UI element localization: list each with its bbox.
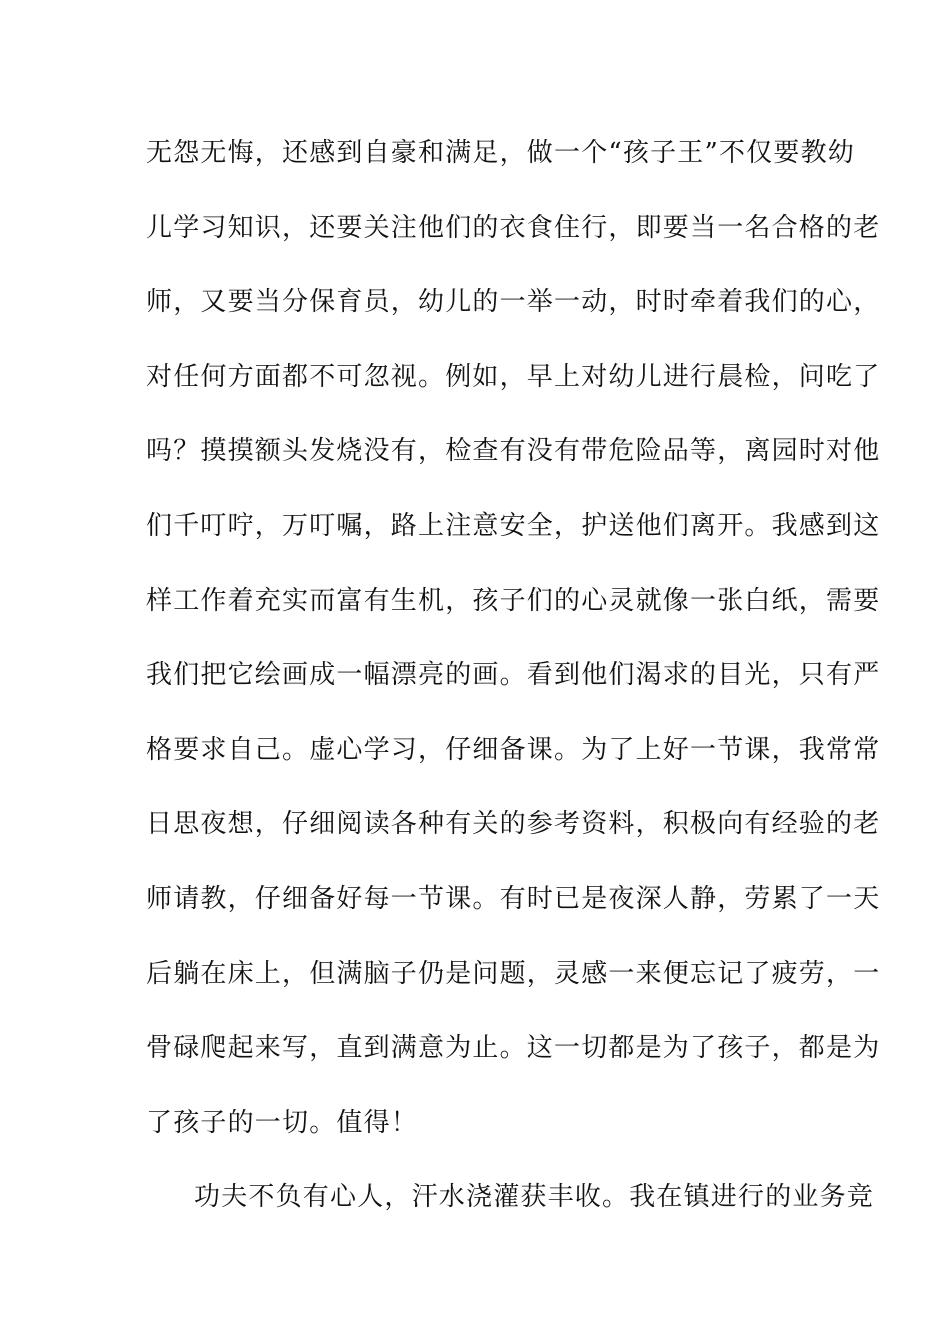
text-line: 儿学习知识，还要关注他们的衣食住行，即要当一名合格的老 xyxy=(146,212,881,243)
text-line: 们千叮咛，万叮嘱，路上注意安全，护送他们离开。我感到这 xyxy=(146,510,881,541)
text-line: 日思夜想，仔细阅读各种有关的参考资料，积极向有经验的老 xyxy=(146,809,881,840)
text-line: 吗？摸摸额头发烧没有，检查有没有带危险品等，离园时对他 xyxy=(146,436,881,467)
text-line: 格要求自己。虚心学习，仔细备课。为了上好一节课，我常常 xyxy=(146,734,881,765)
paragraph-start-line: 功夫不负有心人，汗水浇灌获丰收。我在镇进行的业务竞 xyxy=(194,1182,875,1213)
text-line: 样工作着充实而富有生机，孩子们的心灵就像一张白纸，需要 xyxy=(146,585,881,616)
text-line: 对任何方面都不可忽视。例如，早上对幼儿进行晨检，问吃了 xyxy=(146,361,881,392)
text-line: 后躺在床上，但满脑子仍是问题，灵感一来便忘记了疲劳，一 xyxy=(146,958,881,989)
text-line: 了孩子的一切。值得！ xyxy=(146,1107,419,1138)
text-line: 师请教，仔细备好每一节课。有时已是夜深人静，劳累了一天 xyxy=(146,883,881,914)
text-line: 我们把它绘画成一幅漂亮的画。看到他们渴求的目光，只有严 xyxy=(146,660,881,691)
text-line: 师，又要当分保育员，幼儿的一举一动，时时牵着我们的心， xyxy=(146,287,881,318)
body-text xyxy=(146,133,881,1252)
text-line: 无怨无悔，还感到自豪和满足，做一个“孩子王”不仅要教幼 xyxy=(146,138,855,168)
text-line: 骨碌爬起来写，直到满意为止。这一切都是为了孩子，都是为 xyxy=(146,1033,881,1064)
